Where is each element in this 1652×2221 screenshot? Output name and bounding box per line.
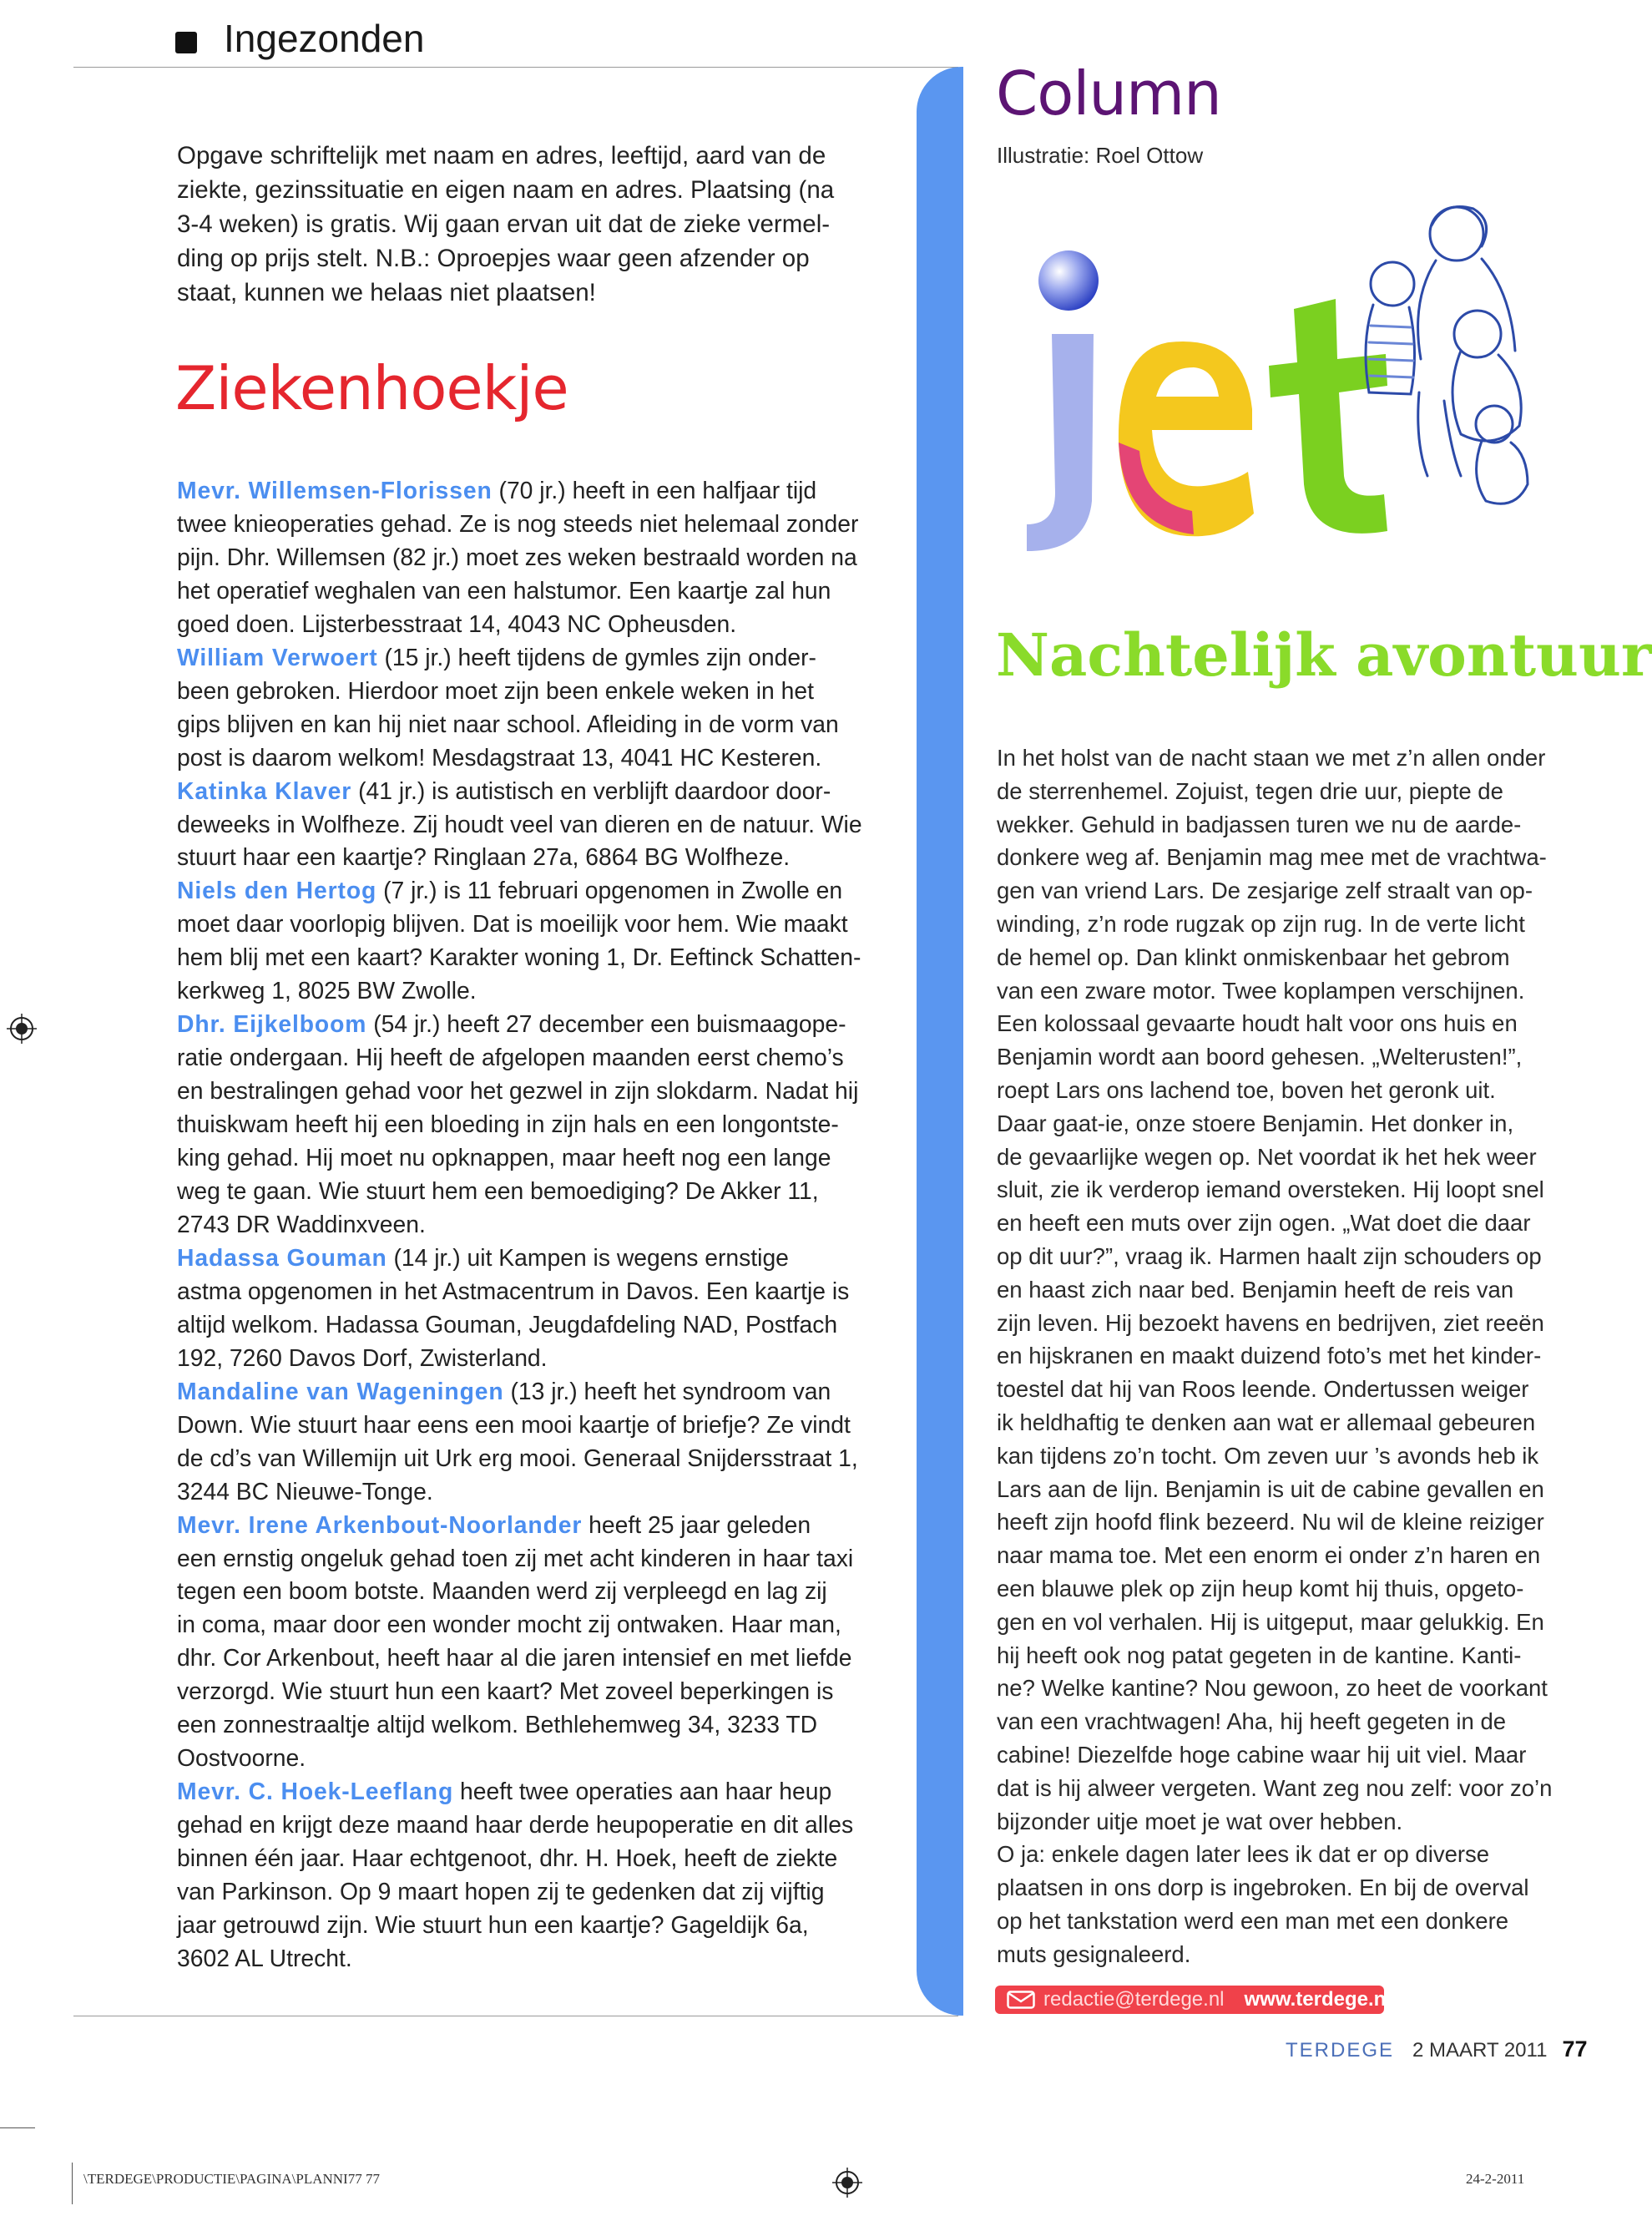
story-line: de gevaarlijke wegen op. Net voordat ik het hek weer — [997, 1143, 1537, 1170]
notice-text: dhr. Cor Arkenbout, heeft haar al die jaren intensief en met liefde — [177, 1644, 852, 1672]
notice-line — [177, 541, 891, 574]
notice-line — [177, 1041, 891, 1075]
intro-line: 3-4 weken) is gratis. Wij gaan ervan uit dat de zieke vermel- — [177, 210, 831, 238]
illustration-credit: Illustratie: Roel Ottow — [997, 143, 1204, 168]
notice-line — [177, 1909, 891, 1942]
registration-mark-icon — [832, 2168, 862, 2198]
notice-line — [177, 1642, 891, 1675]
notice-line — [177, 974, 891, 1008]
notice-text: weg te gaan. Wie stuurt hem een bemoediging? De Akker 11, — [177, 1177, 819, 1205]
patient-notice — [177, 874, 891, 1008]
story-line: muts gesignaleerd. — [997, 1940, 1191, 1967]
notice-line — [177, 1842, 891, 1875]
notice-text: stuurt haar een kaartje? Ringlaan 27a, 6864 BG Wolfheze. — [177, 843, 791, 871]
story-line: naar mama toe. Met een enorm ei onder z’n haren en — [997, 1542, 1541, 1569]
contact-website-link[interactable]: www.terdege.nl — [1244, 1988, 1392, 2011]
story-line: cabine! Diezelfde hoge cabine waar hij uit viel. Maar — [997, 1741, 1527, 1768]
notice-line — [177, 1342, 891, 1375]
patient-notice — [177, 1008, 891, 1242]
notice-text: het operatief weghalen van een halstumor. Een kaartje zal hun — [177, 576, 831, 604]
logo-letter-t — [1269, 299, 1387, 534]
mail-icon — [1007, 1991, 1035, 2009]
column-story — [997, 741, 1564, 1971]
print-slug-date: 24-2-2011 — [1466, 2171, 1525, 2187]
notice-text: twee knieoperaties gehad. Ze is nog steeds niet helemaal zonder — [177, 509, 859, 537]
notice-text: een zonnestraaltje altijd welkom. Bethlehemweg 34, 3233 TD — [177, 1711, 818, 1738]
story-line: op dit uur?”, vraag ik. Harmen haalt zijn schouders op — [997, 1242, 1542, 1269]
story-line: een blauwe plek op zijn heup komt hij thuis, opgeto- — [997, 1575, 1524, 1601]
notice-line — [177, 1809, 891, 1842]
patient-name: Mevr. Willemsen-Florissen — [177, 477, 493, 503]
notice-text: binnen één jaar. Haar echtgenoot, dhr. H. Hoek, heeft de ziekte — [177, 1844, 838, 1872]
notice-line — [177, 1509, 891, 1542]
column-divider-band — [917, 67, 963, 2016]
jet-logo-illustration — [993, 200, 1540, 593]
notice-text: king gehad. Hij moet nu opknappen, maar heeft nog een lange — [177, 1144, 831, 1171]
story-line: en hijskranen en maakt duizend foto’s met het kinder- — [997, 1343, 1542, 1369]
notice-line — [177, 1442, 891, 1475]
notice-text: gips blijven en kan hij niet naar school. Afleiding in de vorm van — [177, 710, 839, 737]
footer-date: 2 MAART 2011 — [1412, 2039, 1548, 2062]
footer-page-number: 77 — [1562, 2036, 1588, 2062]
notice-line — [177, 1275, 891, 1308]
notice-line — [177, 1475, 891, 1509]
notice-line — [177, 841, 891, 874]
notice-text: hem blij met een kaart? Karakter woning 1, Dr. Eeftinck Schatten- — [177, 944, 861, 971]
notice-text: in coma, maar door een wonder mocht zij ontwaken. Haar man, — [177, 1611, 841, 1638]
notice-text: (70 jr.) heeft in een halfjaar tijd — [492, 477, 817, 503]
story-line: de sterrenhemel. Zojuist, tegen drie uur, piepte de — [997, 777, 1503, 804]
notice-text: 2743 DR Waddinxveen. — [177, 1210, 426, 1237]
notice-text: (7 jr.) is 11 februari opgenomen in Zwolle en — [376, 877, 843, 904]
story-line: gen en vol verhalen. Hij is uitgeput, maar gelukkig. En — [997, 1608, 1544, 1635]
notice-text: de cd’s van Willemijn uit Urk erg mooi. Generaal Snijdersstraat 1, — [177, 1444, 858, 1471]
notice-text: Down. Wie stuurt haar eens een mooi kaartje of briefje? Ze vindt — [177, 1410, 851, 1438]
notice-text: heeft twee operaties aan haar heup — [453, 1778, 832, 1805]
notice-line — [177, 641, 891, 675]
notice-line — [177, 908, 891, 941]
notice-line — [177, 508, 891, 541]
notice-line — [177, 1108, 891, 1141]
footer-magazine: TERDEGE — [1286, 2039, 1395, 2062]
notice-line — [177, 1742, 891, 1775]
notice-line — [177, 1875, 891, 1909]
notice-text: moet daar voorlopig blijven. Dat is moeilijk voor hem. Wie maakt — [177, 910, 848, 938]
story-line: kan tijdens zo’n tocht. Om zeven uur ’s avonds heb ik — [997, 1442, 1539, 1469]
notice-line — [177, 474, 891, 508]
notice-line — [177, 775, 891, 808]
notice-line — [177, 1542, 891, 1576]
story-line: Daar gaat-ie, onze stoere Benjamin. Het donker in, — [997, 1110, 1514, 1136]
story-line: toestel dat hij van Roos leende. Ondertussen weiger — [997, 1376, 1529, 1403]
story-line: heeft zijn hoofd flink bezeerd. Nu wil de kleine reiziger — [997, 1509, 1544, 1535]
notice-text: (15 jr.) heeft tijdens de gymles zijn onder- — [377, 643, 816, 670]
notice-line — [177, 941, 891, 974]
notice-line — [177, 1075, 891, 1108]
notice-text: kerkweg 1, 8025 BW Zwolle. — [177, 977, 477, 1004]
section-marker-icon — [175, 32, 197, 53]
patient-notice — [177, 474, 891, 641]
story-line: wekker. Gehuld in badjassen turen we nu de aarde- — [997, 811, 1522, 837]
story-line: Een kolossaal gevaarte houdt halt voor ons huis en — [997, 1010, 1518, 1037]
logo-letter-e — [1119, 341, 1254, 536]
story-line: zijn leven. Hij bezoekt havens en bedrijven, ziet reeën — [997, 1309, 1544, 1336]
patient-name: Mevr. C. Hoek-Leeflang — [177, 1778, 454, 1805]
patient-notice — [177, 1509, 891, 1776]
notice-line — [177, 1708, 891, 1742]
patient-name: Katinka Klaver — [177, 777, 352, 804]
notice-text: (41 jr.) is autistisch en verblijft daardoor door- — [351, 777, 831, 804]
story-line: ik heldhaftig te denken aan wat er allemaal gebeuren — [997, 1409, 1536, 1435]
story-line: ne? Welke kantine? Nou gewoon, zo heet de voorkant — [997, 1675, 1548, 1702]
notice-line — [177, 1409, 891, 1442]
notice-line — [177, 874, 891, 908]
logo-ball — [1038, 250, 1099, 311]
notice-line — [177, 1175, 891, 1208]
story-line: de hemel op. Dan klinkt onmiskenbaar het gebrom — [997, 944, 1510, 970]
family-sketch — [1366, 207, 1528, 504]
notice-text: altijd welkom. Hadassa Gouman, Jeugdafdeling NAD, Postfach — [177, 1310, 838, 1338]
notice-text: (54 jr.) heeft 27 december een buismaagope- — [366, 1010, 846, 1038]
story-line: Lars aan de lijn. Benjamin is uit de cabine gevallen en — [997, 1475, 1544, 1502]
notice-line — [177, 1008, 891, 1041]
patient-name: Dhr. Eijkelboom — [177, 1010, 367, 1038]
notice-line — [177, 808, 891, 842]
story-line: plaatsen in ons dorp is ingebroken. En bij de overval — [997, 1874, 1529, 1901]
story-line: bijzonder uitje moet je wat over hebben. — [997, 1808, 1403, 1834]
patient-notice — [177, 1775, 891, 1976]
story-line: roept Lars ons lachend toe, boven het geronk uit. — [997, 1076, 1496, 1103]
notice-text: tegen een boom botste. Maanden werd zij verpleegd en lag zij — [177, 1577, 827, 1605]
story-line: op het tankstation werd een man met een donkere — [997, 1907, 1509, 1934]
notice-text: Oostvoorne. — [177, 1744, 306, 1772]
notice-text: jaar getrouwd zijn. Wie stuurt hun een kaartje? Gageldijk 6a, — [177, 1910, 809, 1938]
notice-text: 3244 BC Nieuwe-Tonge. — [177, 1477, 433, 1505]
story-line: donkere weg af. Benjamin mag mee met de vrachtwa- — [997, 844, 1547, 871]
notice-text: pijn. Dhr. Willemsen (82 jr.) moet zes weken bestraald worden na — [177, 543, 857, 570]
notice-line — [177, 708, 891, 741]
notice-text: (13 jr.) heeft het syndroom van — [503, 1377, 831, 1404]
patient-name: Hadassa Gouman — [177, 1243, 387, 1271]
section-title: Ingezonden — [224, 17, 425, 60]
notice-line — [177, 1608, 891, 1642]
story-line: sluit, zie ik verderop iemand oversteken. Hij loopt snel — [997, 1176, 1544, 1203]
notice-text: astma opgenomen in het Astmacentrum in Davos. Een kaartje is — [177, 1277, 850, 1304]
notice-line — [177, 1942, 891, 1976]
notice-line — [177, 574, 891, 608]
patient-name: William Verwoert — [177, 643, 378, 670]
story-line: winding, z’n rode rugzak op zijn rug. In de verte licht — [997, 910, 1525, 937]
patient-notice — [177, 1242, 891, 1375]
notice-line — [177, 1375, 891, 1409]
notice-text: (14 jr.) uit Kampen is wegens ernstige — [386, 1243, 789, 1271]
patient-notice — [177, 775, 891, 875]
notice-line — [177, 608, 891, 641]
notice-line — [177, 1675, 891, 1708]
notice-line — [177, 1208, 891, 1242]
ziekenhoekje-title: Ziekenhoekje — [175, 353, 568, 423]
notice-text: 3602 AL Utrecht. — [177, 1944, 352, 1971]
story-line: O ja: enkele dagen later lees ik dat er op diverse — [997, 1841, 1490, 1868]
story-line: van een vrachtwagen! Aha, hij heeft gegeten in de — [997, 1708, 1507, 1735]
column-title: Column — [996, 58, 1221, 129]
patient-name: Mandaline van Wageningen — [177, 1377, 504, 1404]
notice-line — [177, 1242, 891, 1275]
registration-mark-icon — [7, 1014, 37, 1044]
notice-line — [177, 741, 891, 775]
story-line: en heeft een muts over zijn ogen. „Wat doet die daar — [997, 1210, 1531, 1237]
story-line: hij heeft ook nog patat gegeten in de kantine. Kanti- — [997, 1642, 1522, 1668]
contact-email-link[interactable]: redactie@terdege.nl — [1043, 1988, 1225, 2011]
story-line: gen van vriend Lars. De zesjarige zelf straalt van op- — [997, 878, 1533, 904]
notice-line — [177, 1141, 891, 1175]
story-line: Benjamin wordt aan boord gehesen. „Welterusten!”, — [997, 1044, 1523, 1070]
intro-line: Opgave schriftelijk met naam en adres, leeftijd, aard van de — [177, 142, 826, 169]
patient-notices — [177, 474, 891, 1976]
notice-text: thuiskwam heeft hij een bloeding in zijn hals en een longontste- — [177, 1110, 839, 1138]
notice-text: deweeks in Wolfheze. Zij houdt veel van dieren en de natuur. Wie — [177, 810, 862, 837]
story-line: In het holst van de nacht staan we met z’n allen onder — [997, 745, 1546, 771]
crop-mark — [72, 2163, 73, 2204]
notice-text: heeft 25 jaar geleden — [582, 1510, 811, 1538]
patient-name: Niels den Hertog — [177, 877, 377, 904]
notice-line — [177, 675, 891, 708]
story-line: en haast zich naar bed. Benjamin heeft de reis van — [997, 1276, 1514, 1303]
intro-line: ding op prijs stelt. N.B.: Oproepjes waar geen afzender op — [177, 245, 810, 272]
patient-name: Mevr. Irene Arkenbout-Noorlander — [177, 1510, 583, 1538]
notice-text: een ernstig ongeluk gehad toen zij met acht kinderen in haar taxi — [177, 1544, 854, 1571]
notice-text: verzorgd. Wie stuurt hun een kaart? Met zoveel beperkingen is — [177, 1677, 834, 1705]
patient-notice — [177, 1375, 891, 1509]
top-divider — [73, 67, 958, 68]
print-slug-path: \TERDEGE\PRODUCTIE\PAGINA\PLANNI77 77 — [83, 2171, 380, 2187]
logo-letter-j — [1027, 334, 1094, 551]
notice-line — [177, 1575, 891, 1608]
notice-text: post is daarom welkom! Mesdagstraat 13, 4041 HC Kesteren. — [177, 743, 822, 771]
story-line: van een zware motor. Twee koplampen verschijnen. — [997, 977, 1525, 1004]
contact-bar — [995, 1986, 1392, 2014]
story-title: Nachtelijk avontuur — [996, 620, 1652, 690]
notice-text: goed doen. Lijsterbesstraat 14, 4043 NC Opheusden. — [177, 610, 737, 637]
story-line: dat is hij alweer vergeten. Want zeg nou zelf: voor zo’n — [997, 1774, 1553, 1801]
intro-line: staat, kunnen we helaas niet plaatsen! — [177, 279, 596, 306]
notice-text: ratie ondergaan. Hij heeft de afgelopen maanden eerst chemo’s — [177, 1044, 844, 1071]
patient-notice — [177, 641, 891, 775]
crop-mark — [0, 2127, 35, 2128]
notice-line — [177, 1308, 891, 1342]
notice-text: van Parkinson. Op 9 maart hopen zij te gedenken dat zij vijftig — [177, 1878, 825, 1905]
notice-text: en bestralingen gehad voor het gezwel in zijn slokdarm. Nadat hij — [177, 1077, 859, 1105]
notice-text: gehad en krijgt deze maand haar derde heupoperatie en dit alles — [177, 1811, 854, 1839]
notice-line — [177, 1775, 891, 1809]
notice-text: been gebroken. Hierdoor moet zijn been enkele weken in het — [177, 676, 814, 704]
page-footer — [1286, 2034, 1588, 2066]
notice-text: 192, 7260 Davos Dorf, Zwisterland. — [177, 1343, 548, 1371]
intro-line: ziekte, gezinssituatie en eigen naam en adres. Plaatsing (na — [177, 176, 835, 204]
submission-instructions — [177, 139, 895, 310]
